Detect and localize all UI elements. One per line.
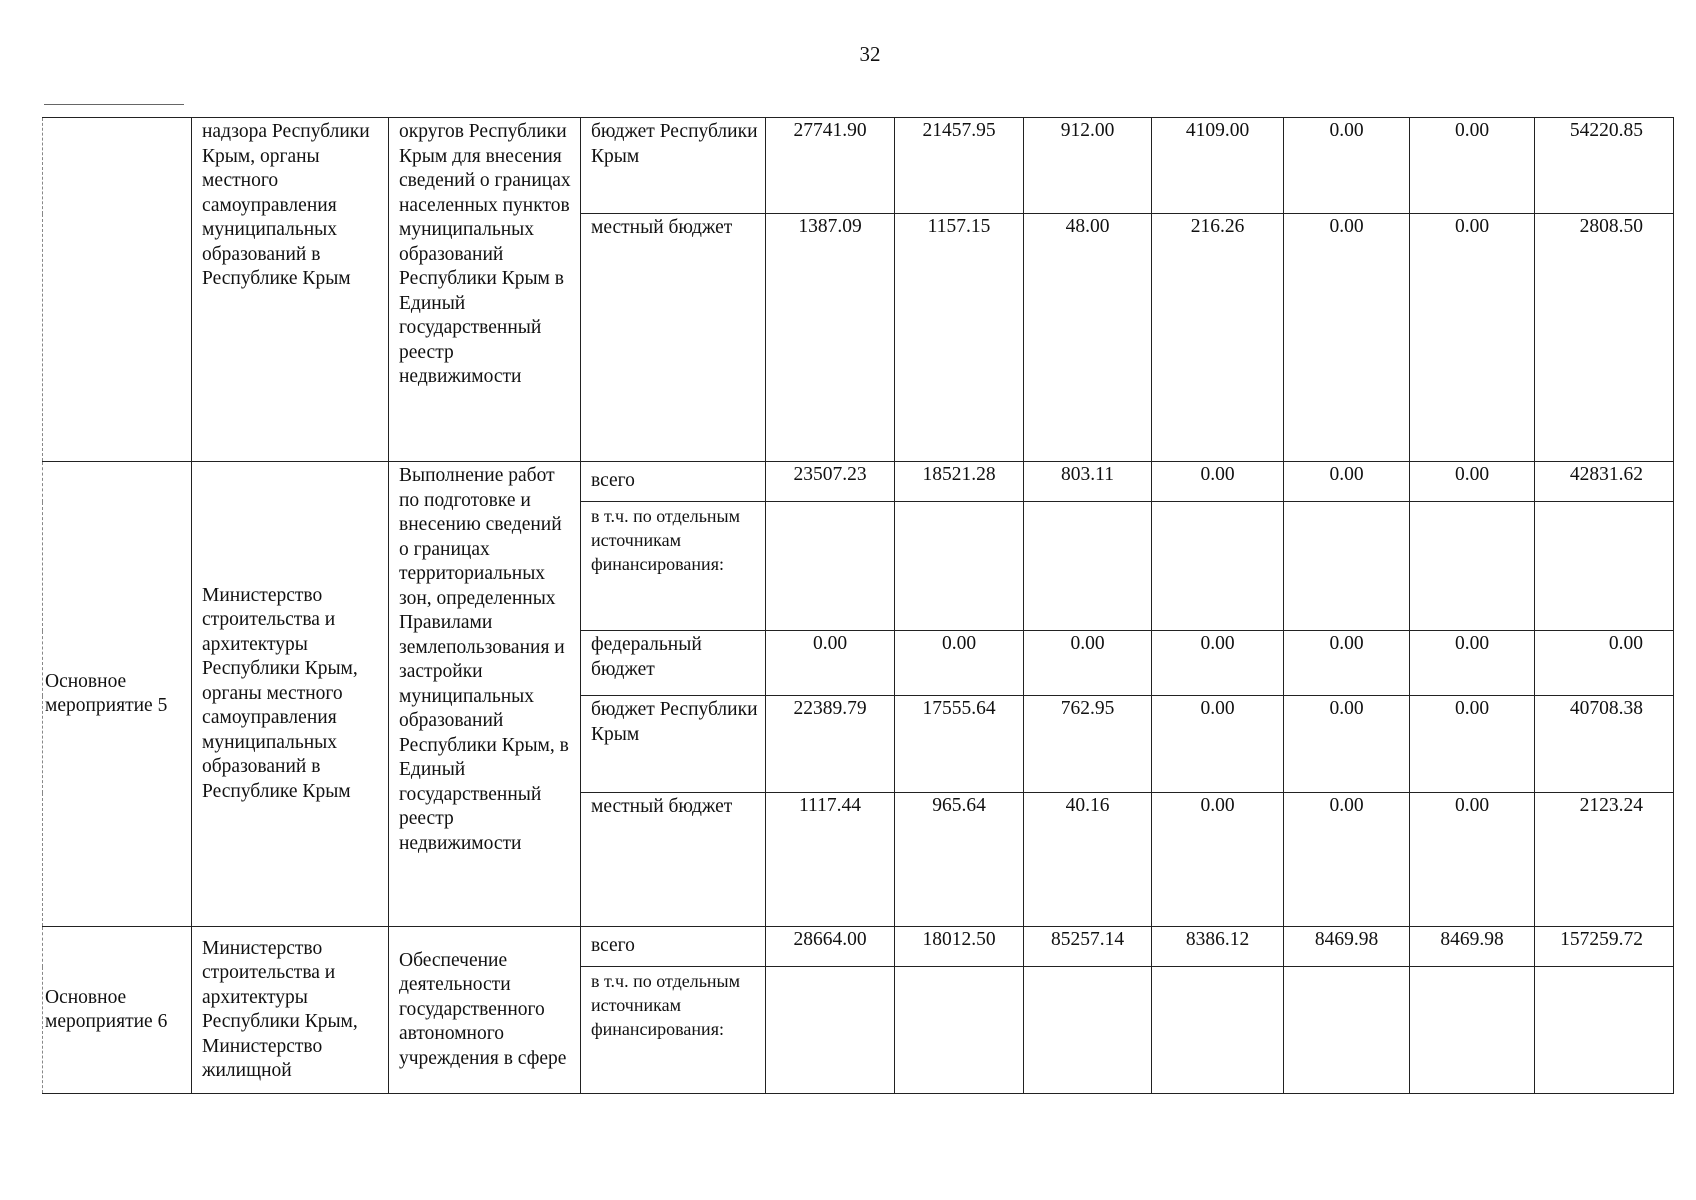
source-cell: в т.ч. по отдельным источникам финансирования: <box>581 502 766 631</box>
value-cell <box>1152 502 1284 631</box>
value-cell: 85257.14 <box>1024 927 1152 967</box>
value-cell <box>1024 967 1152 1094</box>
value-cell <box>766 502 895 631</box>
source-cell: местный бюджет <box>581 793 766 927</box>
value-cell: 0.00 <box>1152 696 1284 793</box>
value-cell: 8469.98 <box>1284 927 1410 967</box>
value-cell: 0.00 <box>1284 118 1410 214</box>
value-cell: 1117.44 <box>766 793 895 927</box>
value-cell: 803.11 <box>1024 462 1152 502</box>
value-cell: 8469.98 <box>1410 927 1535 967</box>
value-cell: 0.00 <box>1410 118 1535 214</box>
executor-cell: Министерство строительства и архитектуры Республики Крым, органы местного самоуправления муниципальных образований в Республике Крым <box>192 462 389 927</box>
value-cell <box>1152 967 1284 1094</box>
value-cell: 1387.09 <box>766 214 895 462</box>
source-cell: местный бюджет <box>581 214 766 462</box>
value-cell <box>895 502 1024 631</box>
total-cell <box>1535 967 1674 1094</box>
source-cell: бюджет Республики Крым <box>581 118 766 214</box>
value-cell: 28664.00 <box>766 927 895 967</box>
value-cell: 0.00 <box>895 631 1024 696</box>
value-cell: 17555.64 <box>895 696 1024 793</box>
value-cell: 0.00 <box>1284 793 1410 927</box>
value-cell <box>1284 502 1410 631</box>
value-cell: 0.00 <box>1410 696 1535 793</box>
value-cell: 0.00 <box>1284 696 1410 793</box>
source-cell: федеральный бюджет <box>581 631 766 696</box>
value-cell <box>1410 967 1535 1094</box>
value-cell: 4109.00 <box>1152 118 1284 214</box>
value-cell: 40.16 <box>1024 793 1152 927</box>
value-cell: 0.00 <box>1284 214 1410 462</box>
source-cell: всего <box>581 927 766 967</box>
value-cell: 216.26 <box>1152 214 1284 462</box>
total-cell: 54220.85 <box>1535 118 1674 214</box>
value-cell: 27741.90 <box>766 118 895 214</box>
total-cell: 42831.62 <box>1535 462 1674 502</box>
value-cell: 0.00 <box>1152 462 1284 502</box>
value-cell: 22389.79 <box>766 696 895 793</box>
activity-label: Основное мероприятие 6 <box>43 927 192 1094</box>
source-cell: бюджет Республики Крым <box>581 696 766 793</box>
value-cell: 1157.15 <box>895 214 1024 462</box>
activity-label: Основное мероприятие 5 <box>43 462 192 927</box>
value-cell: 0.00 <box>1284 631 1410 696</box>
content-cell: округов Республики Крым для внесения сведений о границах населенных пунктов муниципальных образований Республики Крым в Единый государственный реестр недвижимости <box>389 118 581 462</box>
value-cell: 21457.95 <box>895 118 1024 214</box>
value-cell <box>1024 502 1152 631</box>
value-cell: 8386.12 <box>1152 927 1284 967</box>
value-cell: 0.00 <box>1410 214 1535 462</box>
executor-cell: надзора Республики Крым, органы местного самоуправления муниципальных образований в Республике Крым <box>192 118 389 462</box>
total-cell: 0.00 <box>1535 631 1674 696</box>
value-cell: 23507.23 <box>766 462 895 502</box>
value-cell <box>1410 502 1535 631</box>
value-cell: 18521.28 <box>895 462 1024 502</box>
table-row <box>43 462 1674 502</box>
content-cell: Выполнение работ по подготовке и внесению сведений о границах территориальных зон, определенных Правилами землепользования и застройки муниципальных образований Республики Крым, в Единый государственный реестр недвижимости <box>389 462 581 927</box>
value-cell: 0.00 <box>1152 631 1284 696</box>
content-cell: Обеспечение деятельности государственного автономного учреждения в сфере <box>389 927 581 1094</box>
value-cell: 965.64 <box>895 793 1024 927</box>
executor-cell: Министерство строительства и архитектуры Республики Крым, Министерство жилищной <box>192 927 389 1094</box>
value-cell: 0.00 <box>1410 462 1535 502</box>
value-cell: 18012.50 <box>895 927 1024 967</box>
value-cell: 0.00 <box>1410 631 1535 696</box>
activity-label-cell-empty <box>43 118 192 462</box>
value-cell: 0.00 <box>1410 793 1535 927</box>
value-cell: 0.00 <box>766 631 895 696</box>
budget-table <box>42 117 1674 1094</box>
table-row <box>43 927 1674 967</box>
value-cell <box>1284 967 1410 1094</box>
value-cell: 0.00 <box>1152 793 1284 927</box>
source-cell: в т.ч. по отдельным источникам финансирования: <box>581 967 766 1094</box>
value-cell: 912.00 <box>1024 118 1152 214</box>
value-cell: 0.00 <box>1024 631 1152 696</box>
page-number: 32 <box>859 42 881 66</box>
value-cell: 0.00 <box>1284 462 1410 502</box>
value-cell <box>766 967 895 1094</box>
value-cell: 48.00 <box>1024 214 1152 462</box>
source-cell: всего <box>581 462 766 502</box>
total-cell: 2808.50 <box>1535 214 1674 462</box>
value-cell: 762.95 <box>1024 696 1152 793</box>
total-cell: 40708.38 <box>1535 696 1674 793</box>
value-cell <box>895 967 1024 1094</box>
total-cell: 157259.72 <box>1535 927 1674 967</box>
table-row <box>43 118 1674 214</box>
total-cell: 2123.24 <box>1535 793 1674 927</box>
total-cell <box>1535 502 1674 631</box>
